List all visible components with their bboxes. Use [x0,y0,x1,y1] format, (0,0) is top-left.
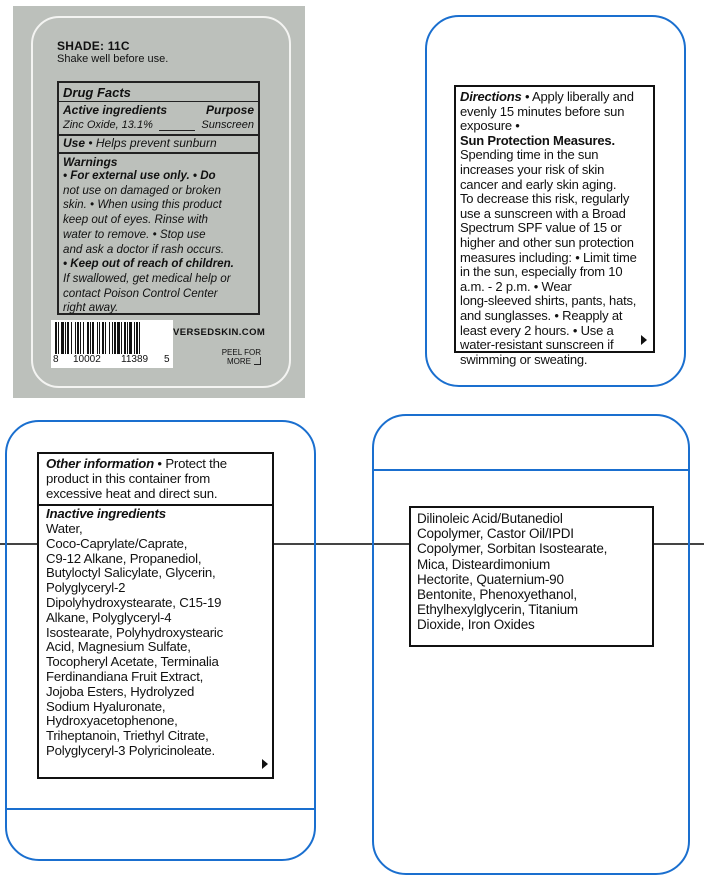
directions-line: To decrease this risk, regularly [460,191,630,207]
barcode-digit-4: 5 [164,354,170,365]
barcode-bar [112,322,113,354]
inactive-ingredient-line: Acid, Magnesium Sulfate, [46,639,191,655]
barcode-bar [114,322,116,354]
inactive-ingredient-line: Sodium Hyaluronate, [46,698,166,714]
inactive-list [46,522,223,759]
ingredient-line: Bentonite, Phenoxyethanol, [417,587,577,603]
barcode-bar [109,322,110,354]
barcode-bar [87,322,89,354]
use-label: Use [63,136,86,150]
inactive-ingredient-line: Hydroxyacetophenone, [46,713,178,729]
barcode-bar [97,322,98,354]
inactive-heading: Inactive ingredients [46,506,166,521]
barcode-bar [71,322,72,354]
barcode-bar [134,322,135,354]
directions-line: and sunglasses. • Reapply at [460,307,623,323]
sunscreen-purpose: Sunscreen [201,119,254,131]
other-info-text: Other information • Protect the product in this container from excessive heat and direct sun. [46,456,227,501]
barcode-bar [124,322,126,354]
zinc-oxide-line: Zinc Oxide, 13.1% [63,119,153,131]
barcode-bar [67,322,69,354]
barcode-bar [92,322,94,354]
barcode-bar [129,322,132,354]
drug-facts-title: Drug Facts [63,85,131,100]
directions-line: higher and other sun protection [460,234,634,250]
directions-box [454,85,655,367]
ingredient-line: Mica, Disteardimonium [417,556,551,572]
inactive-ingredient-line: Tocopheryl Acetate, Terminalia [46,654,219,670]
other-info-box [37,452,274,779]
ingredient-line: Dilinoleic Acid/Butanediol [417,511,563,526]
barcode-digit-3: 11389 [121,354,149,365]
inactive-ingredient-line: Alkane, Polyglyceryl-4 [46,609,172,625]
directions-line: Spectrum SPF value of 15 or [460,220,622,236]
directions-line: swimming or sweating. [460,351,588,367]
ingredient-line: Copolymer, Castor Oil/IPDI [417,526,574,542]
directions-line: use a sunscreen with a Broad [460,205,626,221]
barcode-bar [136,322,138,354]
inactive-ingredient-line: Jojoba Esters, Hydrolyzed [46,683,195,699]
directions-line: water-resistant sunscreen if [460,337,614,353]
directions-line: evenly 15 minutes before sun [460,103,625,119]
drug-facts-box [57,81,260,315]
directions-line: Spending time in the sun [460,147,599,163]
directions-line: Sun Protection Measures. [460,132,615,148]
use-line [63,136,217,150]
barcode [51,320,173,368]
directions-line: cancer and early skin aging. [460,176,617,192]
ingredients-continued-list [417,511,652,633]
peel-for-more[interactable]: PEEL FOR MORE [221,348,261,366]
ingredient-line: Hectorite, Quaternium-90 [417,571,564,587]
barcode-bar [117,322,120,354]
barcode-bar [127,322,128,354]
active-ingredients-heading: Active ingredients [63,103,168,117]
directions-line: long-sleeved shirts, pants, hats, [460,293,637,309]
inactive-ingredient-line: Triheptanoin, Triethyl Citrate, [46,728,209,744]
barcode-bar [77,322,79,354]
shade-label: SHADE: 11C [57,39,130,53]
barcode-bar [83,322,84,354]
barcode-bar [90,322,91,354]
barcode-bar [102,322,104,354]
directions-line: in the sun, especially from 10 [460,264,623,280]
barcode-bar [61,322,64,354]
directions-line: least every 2 hours. • Use a [460,322,614,338]
inactive-ingredient-line: Ferdinandiana Fruit Extract, [46,668,204,684]
directions-line: Directions • Apply liberally and [460,89,634,104]
directions-line: exposure • [460,118,520,134]
inactive-ingredient-line: Polyglyceryl-3 Polyricinoleate. [46,742,215,758]
directions-line: a.m. - 2 p.m. • Wear [460,278,572,294]
barcode-bar [105,322,106,354]
barcode-bar [55,322,57,354]
front-label-panel [13,6,305,398]
barcode-bar [75,322,76,354]
purpose-heading: Purpose [205,103,254,117]
barcode-bar [80,322,81,354]
barcode-digit-1: 8 [53,354,59,365]
barcode-digit-2: 10002 [73,354,101,365]
website-text: VERSEDSKIN.COM [173,327,266,338]
continue-arrow-icon [262,759,268,769]
inactive-ingredient-line: Polyglyceryl-2 [46,580,126,596]
inactive-ingredient-line: C9-12 Alkane, Propanediol, [46,550,202,566]
ingredient-line: Ethylhexylglycerin, Titanium [417,602,578,618]
peel-corner-icon [254,357,261,365]
barcode-bars [51,322,173,358]
inactive-ingredient-line: Isostearate, Polyhydroxystearic [46,624,224,640]
barcode-bar [58,322,59,354]
ingredients-continued-box [409,506,654,647]
inactive-ingredient-line: Water, [46,521,83,536]
use-text: • Helps prevent sunburn [85,136,217,150]
dotted-leader [159,130,195,131]
directions-line: increases your risk of skin [460,161,605,177]
warnings-heading: Warnings [63,155,118,169]
continue-arrow-icon [641,335,647,345]
inactive-ingredient-line: Dipolyhydroxystearate, C15-19 [46,594,222,610]
directions-line: measures including: • Limit time [460,249,637,265]
inactive-ingredient-line: Coco-Caprylate/Caprate, [46,535,188,551]
barcode-bar [121,322,122,354]
barcode-bar [65,322,66,354]
inactive-ingredient-line: Butyloctyl Salicylate, Glycerin, [46,565,216,581]
barcode-bar [139,322,140,354]
ingredient-line: Dioxide, Iron Oxides [417,617,535,633]
ingredient-line: Copolymer, Sorbitan Isostearate, [417,541,608,557]
warnings-text: • For external use only. • Do not use on damaged or broken skin. • When using this product keep out of eyes. Rinse with water to remove. • Stop use and ask a doctor if rash occurs. • Keep out of reach of children. If swallowed, get medical help or contact Poison Control Center right away. [63,169,234,315]
barcode-bar [99,322,100,354]
shake-text: Shake well before use. [57,53,169,65]
